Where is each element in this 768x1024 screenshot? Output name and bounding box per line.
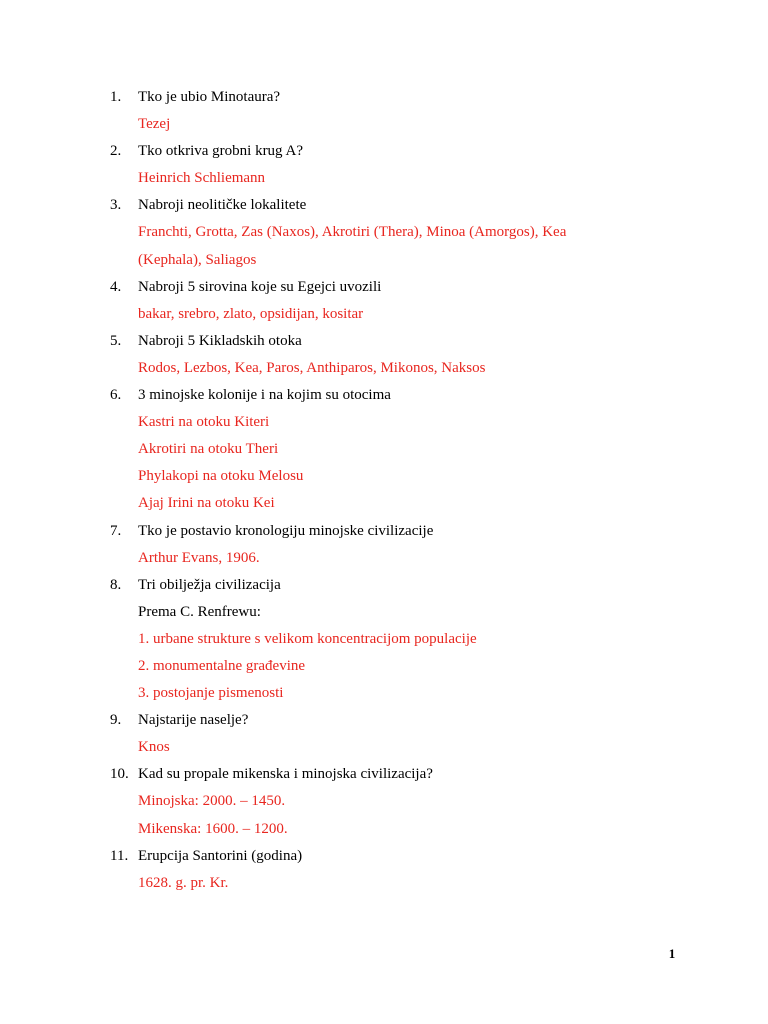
question-6 [110,382,710,409]
answer-line: Mikenska: 1600. – 1200. [138,820,288,837]
question-number: 7. [110,522,122,539]
answer-line: Heinrich Schliemann [138,170,266,187]
question-text: Tko otkriva grobni krug A? [138,143,303,160]
question-10 [110,761,710,788]
question-9 [110,707,710,734]
answer-line: bakar, srebro, zlato, opsidijan, kositar [138,305,364,322]
answer-line: Franchti, Grotta, Zas (Naxos), Akrotiri (Thera), Minoa (Amorgos), Kea [138,224,567,241]
answer-line: 1. urbane strukture s velikom koncentracijom populacije [138,630,477,647]
question-number: 5. [110,332,122,349]
question-2 [110,138,710,165]
question-text: Nabroji neolitičke lokalitete [138,197,307,214]
question-text: 3 minojske kolonije i na kojim su otocima [138,387,391,404]
question-answer-list [110,84,710,897]
question-text: Kad su propale mikenska i minojska civilizacija? [138,766,433,783]
question-text: Tko je postavio kronologiju minojske civilizacije [138,522,434,539]
page-number: 1 [668,946,676,961]
question-text: Nabroji 5 Kikladskih otoka [138,332,302,349]
answer-line: Tezej [138,116,171,133]
question-7 [110,518,710,545]
question-number: 2. [110,143,122,160]
answer-line: Arthur Evans, 1906. [138,549,260,566]
answer-line: Phylakopi na otoku Melosu [138,468,304,485]
question-4 [110,274,710,301]
question-text: Najstarije naselje? [138,712,249,729]
question-11 [110,843,710,870]
question-subline: Prema C. Renfrewu: [138,603,261,620]
question-text: Tri obilježja civilizacija [138,576,281,593]
answer-line: 3. postojanje pismenosti [138,685,284,702]
question-number: 11. [110,847,129,864]
question-number: 1. [110,89,122,105]
answer-line: Knos [138,739,170,756]
question-number: 4. [110,278,122,295]
question-8 [110,572,710,599]
answer-line: Rodos, Lezbos, Kea, Paros, Anthiparos, Mikonos, Naksos [138,359,486,376]
answer-line: 2. monumentalne građevine [138,657,306,674]
answer-line: Minojska: 2000. – 1450. [138,793,286,810]
answer-line: 1628. g. pr. Kr. [138,874,229,891]
question-3 [110,192,710,219]
question-text: Nabroji 5 sirovina koje su Egejci uvozili [138,278,382,295]
question-number: 8. [110,576,122,593]
answer-line: Ajaj Irini na otoku Kei [138,495,275,512]
question-number: 10. [110,766,129,783]
question-1 [110,84,710,111]
answer-line: Akrotiri na otoku Theri [138,441,279,458]
question-number: 3. [110,197,122,214]
answer-line: Kastri na otoku Kiteri [138,414,270,431]
question-5 [110,328,710,355]
question-number: 9. [110,712,122,729]
question-text: Tko je ubio Minotaura? [138,89,281,105]
answer-line: (Kephala), Saliagos [138,251,257,268]
question-number: 6. [110,387,122,404]
question-text: Erupcija Santorini (godina) [138,847,303,864]
